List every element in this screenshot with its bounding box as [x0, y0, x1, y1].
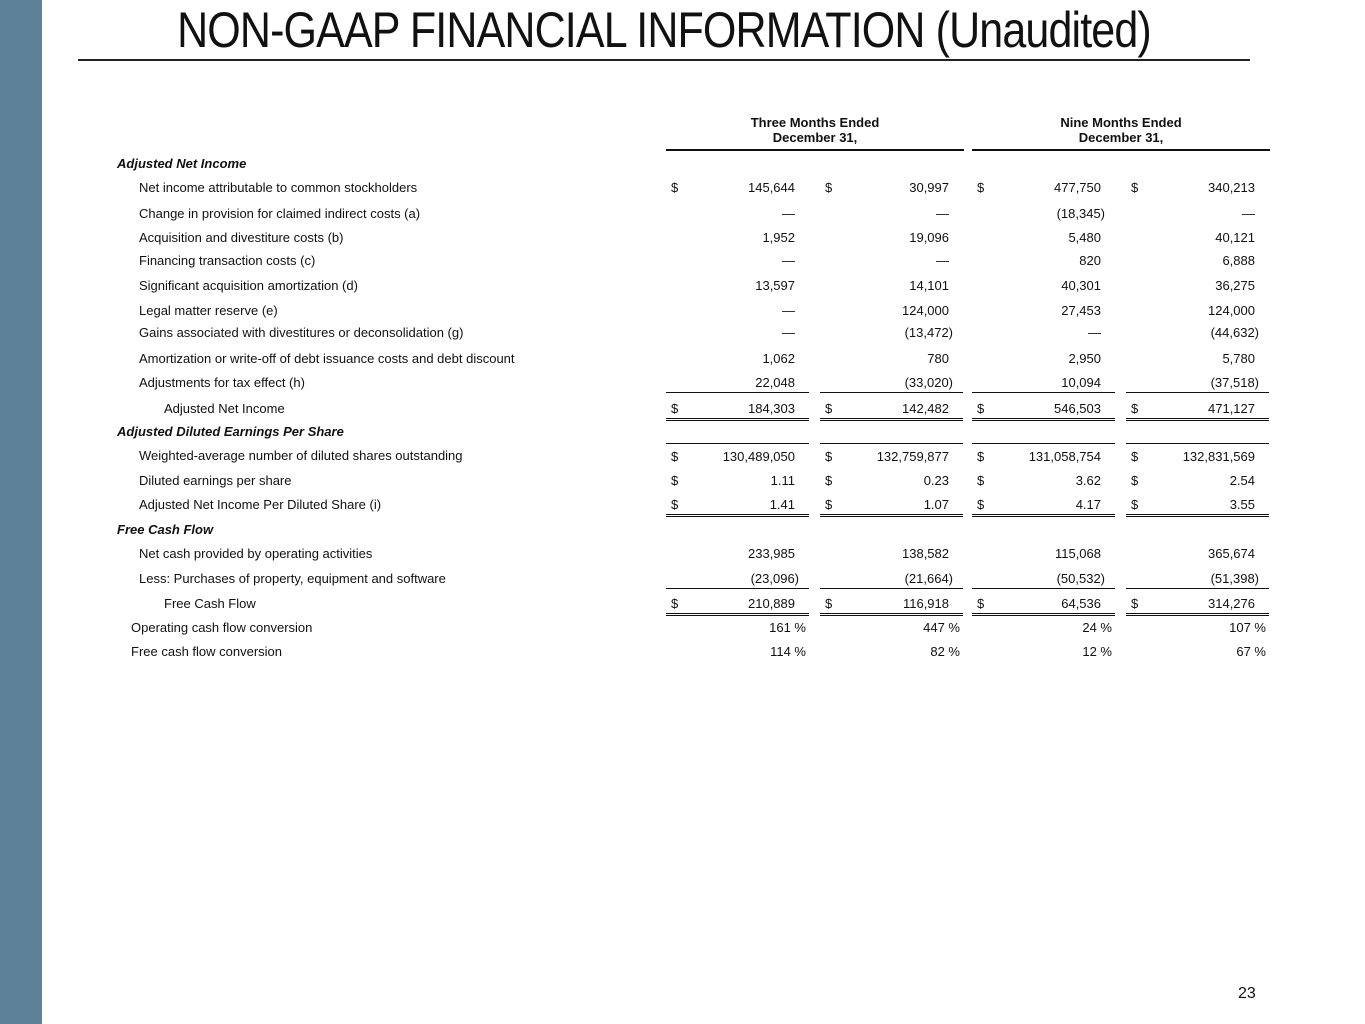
cell-value: 82 % — [930, 644, 960, 659]
value-cell — [972, 370, 1115, 393]
value-cell — [972, 566, 1115, 589]
currency-symbol: $ — [977, 473, 985, 488]
currency-symbol: $ — [1131, 449, 1139, 464]
currency-symbol: $ — [977, 596, 985, 611]
value-cell — [972, 298, 1115, 320]
row-label: Amortization or write-off of debt issuance costs and debt discount — [139, 351, 515, 366]
cell-value: 210,889 — [748, 596, 795, 611]
value-cell — [1126, 396, 1269, 421]
cell-value: 1,062 — [762, 351, 795, 366]
cell-value: 138,582 — [902, 546, 949, 561]
value-cell — [972, 639, 1115, 661]
value-cell — [666, 298, 809, 320]
value-cell — [666, 273, 809, 295]
row-label: Diluted earnings per share — [139, 473, 292, 488]
value-cell — [1126, 225, 1269, 247]
value-cell — [820, 541, 963, 563]
cell-value: (50,532) — [1056, 571, 1105, 586]
cell-value: 40,121 — [1215, 230, 1255, 245]
value-cell — [820, 201, 963, 223]
title-rule — [78, 59, 1250, 61]
value-cell — [972, 346, 1115, 368]
row-label: Free Cash Flow — [164, 596, 256, 611]
cell-value: 1,952 — [762, 230, 795, 245]
currency-symbol: $ — [977, 449, 985, 464]
row-label: Significant acquisition amortization (d) — [139, 278, 358, 293]
value-cell — [666, 492, 809, 517]
currency-symbol: $ — [977, 401, 985, 416]
value-cell — [666, 541, 809, 563]
currency-symbol: $ — [825, 473, 833, 488]
value-cell — [1126, 346, 1269, 368]
cell-value: 2,950 — [1068, 351, 1101, 366]
cell-value: 471,127 — [1208, 401, 1255, 416]
value-cell — [820, 468, 963, 490]
value-cell — [820, 248, 963, 270]
cell-value: 27,453 — [1061, 303, 1101, 318]
cell-value: 67 % — [1236, 644, 1266, 659]
column-header-three-months-line2: December 31, — [772, 130, 858, 145]
value-cell — [1126, 591, 1269, 616]
currency-symbol: $ — [1131, 596, 1139, 611]
section-free-cash-flow: Free Cash Flow — [117, 522, 214, 537]
row-label: Adjusted Net Income Per Diluted Share (i) — [139, 497, 382, 512]
cell-value: 12 % — [1082, 644, 1112, 659]
currency-symbol: $ — [671, 473, 679, 488]
cell-value: 124,000 — [1208, 303, 1255, 318]
cell-value: 365,674 — [1208, 546, 1255, 561]
value-cell — [666, 566, 809, 589]
section-adjusted-net-income: Adjusted Net Income — [117, 156, 247, 171]
value-cell — [666, 225, 809, 247]
cell-value: 3.62 — [1075, 473, 1101, 488]
value-cell — [820, 639, 963, 661]
cell-value: 5,480 — [1068, 230, 1101, 245]
cell-value: 30,997 — [909, 180, 949, 195]
value-cell — [1126, 468, 1269, 490]
row-label: Less: Purchases of property, equipment and software — [139, 571, 446, 586]
cell-value: 233,985 — [748, 546, 795, 561]
cell-value: — — [782, 206, 795, 221]
cell-value: (23,096) — [750, 571, 799, 586]
cell-value: 10,094 — [1061, 375, 1101, 390]
value-cell — [972, 396, 1115, 421]
cell-value: 124,000 — [902, 303, 949, 318]
value-cell — [1126, 248, 1269, 270]
value-cell — [820, 396, 963, 421]
cell-value: 2.54 — [1229, 473, 1255, 488]
value-cell — [1126, 492, 1269, 517]
cell-value: 1.07 — [923, 497, 949, 512]
currency-symbol: $ — [671, 401, 679, 416]
cell-value: 14,101 — [909, 278, 949, 293]
cell-value: 13,597 — [755, 278, 795, 293]
value-cell — [972, 201, 1115, 223]
currency-symbol: $ — [1131, 401, 1139, 416]
value-cell — [666, 639, 809, 661]
cell-value: 130,489,050 — [722, 449, 795, 464]
column-header-three-months-line1: Three Months Ended — [750, 115, 880, 130]
cell-value: 24 % — [1082, 620, 1112, 635]
value-cell — [972, 443, 1115, 466]
value-cell — [666, 591, 809, 616]
value-cell — [972, 468, 1115, 490]
row-label: Change in provision for claimed indirect costs (a) — [139, 206, 421, 221]
cell-value: 5,780 — [1222, 351, 1255, 366]
currency-symbol: $ — [1131, 497, 1139, 512]
value-cell — [1126, 566, 1269, 589]
cell-value: — — [1088, 325, 1101, 340]
row-label: Adjustments for tax effect (h) — [139, 375, 305, 390]
column-header-three-months — [666, 115, 964, 151]
table-row — [0, 497, 1365, 521]
cell-value: — — [936, 206, 949, 221]
value-cell — [666, 468, 809, 490]
value-cell — [1126, 298, 1269, 320]
cell-value: 1.41 — [769, 497, 795, 512]
cell-value: (44,632) — [1210, 325, 1259, 340]
cell-value: (33,020) — [904, 375, 953, 390]
currency-symbol: $ — [825, 449, 833, 464]
row-label: Financing transaction costs (c) — [139, 253, 316, 268]
column-header-nine-months-line1: Nine Months Ended — [1060, 115, 1182, 130]
value-cell — [666, 443, 809, 466]
value-cell — [1126, 541, 1269, 563]
value-cell — [972, 225, 1115, 247]
page-title: NON-GAAP FINANCIAL INFORMATION (Unaudited) — [177, 2, 1151, 58]
currency-symbol: $ — [671, 596, 679, 611]
cell-value: 36,275 — [1215, 278, 1255, 293]
cell-value: 161 % — [769, 620, 806, 635]
page-number: 23 — [1238, 985, 1256, 1002]
cell-value: 116,918 — [902, 596, 949, 611]
currency-symbol: $ — [1131, 180, 1139, 195]
value-cell — [1126, 443, 1269, 466]
cell-value: — — [1242, 206, 1255, 221]
cell-value: (37,518) — [1210, 375, 1259, 390]
cell-value: — — [782, 253, 795, 268]
value-cell — [972, 615, 1115, 637]
cell-value: (18,345) — [1056, 206, 1105, 221]
currency-symbol: $ — [671, 449, 679, 464]
cell-value: 4.17 — [1075, 497, 1101, 512]
cell-value: (13,472) — [904, 325, 953, 340]
column-header-nine-months-line2: December 31, — [1078, 130, 1164, 145]
currency-symbol: $ — [825, 401, 833, 416]
table-row — [0, 644, 1365, 668]
currency-symbol: $ — [671, 180, 679, 195]
row-label: Legal matter reserve (e) — [139, 303, 278, 318]
value-cell — [820, 443, 963, 466]
cell-value: 22,048 — [755, 375, 795, 390]
cell-value: 115,068 — [1054, 546, 1101, 561]
value-cell — [972, 248, 1115, 270]
value-cell — [820, 370, 963, 393]
cell-value: 64,536 — [1061, 596, 1101, 611]
cell-value: 3.55 — [1229, 497, 1255, 512]
section-adjusted-eps: Adjusted Diluted Earnings Per Share — [117, 424, 344, 439]
value-cell — [972, 175, 1115, 197]
value-cell — [666, 370, 809, 393]
cell-value: 114 % — [770, 644, 806, 659]
row-label: Adjusted Net Income — [164, 401, 285, 416]
cell-value: 132,831,569 — [1182, 449, 1255, 464]
value-cell — [1126, 320, 1269, 342]
currency-symbol: $ — [825, 180, 833, 195]
value-cell — [820, 320, 963, 342]
cell-value: (21,664) — [904, 571, 953, 586]
value-cell — [666, 201, 809, 223]
currency-symbol: $ — [977, 497, 985, 512]
row-label: Net income attributable to common stockholders — [139, 180, 418, 195]
cell-value: 40,301 — [1061, 278, 1101, 293]
value-cell — [820, 225, 963, 247]
row-label: Acquisition and divestiture costs (b) — [139, 230, 344, 245]
cell-value: 477,750 — [1054, 180, 1101, 195]
cell-value: 1.11 — [770, 473, 795, 488]
value-cell — [820, 492, 963, 517]
value-cell — [1126, 175, 1269, 197]
cell-value: 145,644 — [748, 180, 795, 195]
value-cell — [1126, 201, 1269, 223]
value-cell — [1126, 615, 1269, 637]
value-cell — [972, 541, 1115, 563]
currency-symbol: $ — [977, 180, 985, 195]
cell-value: (51,398) — [1210, 571, 1259, 586]
cell-value: 820 — [1079, 253, 1101, 268]
cell-value: — — [782, 325, 795, 340]
currency-symbol: $ — [825, 497, 833, 512]
column-header-nine-months — [972, 115, 1270, 151]
currency-symbol: $ — [825, 596, 833, 611]
value-cell — [666, 248, 809, 270]
row-label: Operating cash flow conversion — [131, 620, 313, 635]
cell-value: 132,759,877 — [876, 449, 949, 464]
value-cell — [972, 591, 1115, 616]
cell-value: 780 — [927, 351, 949, 366]
cell-value: 184,303 — [748, 401, 795, 416]
table-row — [0, 401, 1365, 425]
cell-value: 19,096 — [909, 230, 949, 245]
cell-value: 142,482 — [902, 401, 949, 416]
value-cell — [820, 615, 963, 637]
value-cell — [820, 566, 963, 589]
currency-symbol: $ — [671, 497, 679, 512]
cell-value: 0.23 — [923, 473, 949, 488]
value-cell — [820, 175, 963, 197]
cell-value: 131,058,754 — [1028, 449, 1101, 464]
value-cell — [972, 492, 1115, 517]
row-label: Gains associated with divestitures or deconsolidation (g) — [139, 325, 464, 340]
value-cell — [820, 273, 963, 295]
row-label: Weighted-average number of diluted shares outstanding — [139, 448, 463, 463]
value-cell — [820, 298, 963, 320]
value-cell — [820, 591, 963, 616]
cell-value: 447 % — [923, 620, 960, 635]
value-cell — [666, 615, 809, 637]
value-cell — [972, 320, 1115, 342]
value-cell — [666, 396, 809, 421]
value-cell — [666, 320, 809, 342]
value-cell — [666, 346, 809, 368]
value-cell — [972, 273, 1115, 295]
value-cell — [1126, 273, 1269, 295]
row-label: Net cash provided by operating activities — [139, 546, 373, 561]
value-cell — [666, 175, 809, 197]
cell-value: 6,888 — [1222, 253, 1255, 268]
cell-value: 546,503 — [1054, 401, 1101, 416]
cell-value: 340,213 — [1208, 180, 1255, 195]
cell-value: — — [936, 253, 949, 268]
currency-symbol: $ — [1131, 473, 1139, 488]
cell-value: — — [782, 303, 795, 318]
cell-value: 314,276 — [1208, 596, 1255, 611]
value-cell — [1126, 370, 1269, 393]
cell-value: 107 % — [1229, 620, 1266, 635]
value-cell — [1126, 639, 1269, 661]
value-cell — [820, 346, 963, 368]
row-label: Free cash flow conversion — [131, 644, 283, 659]
